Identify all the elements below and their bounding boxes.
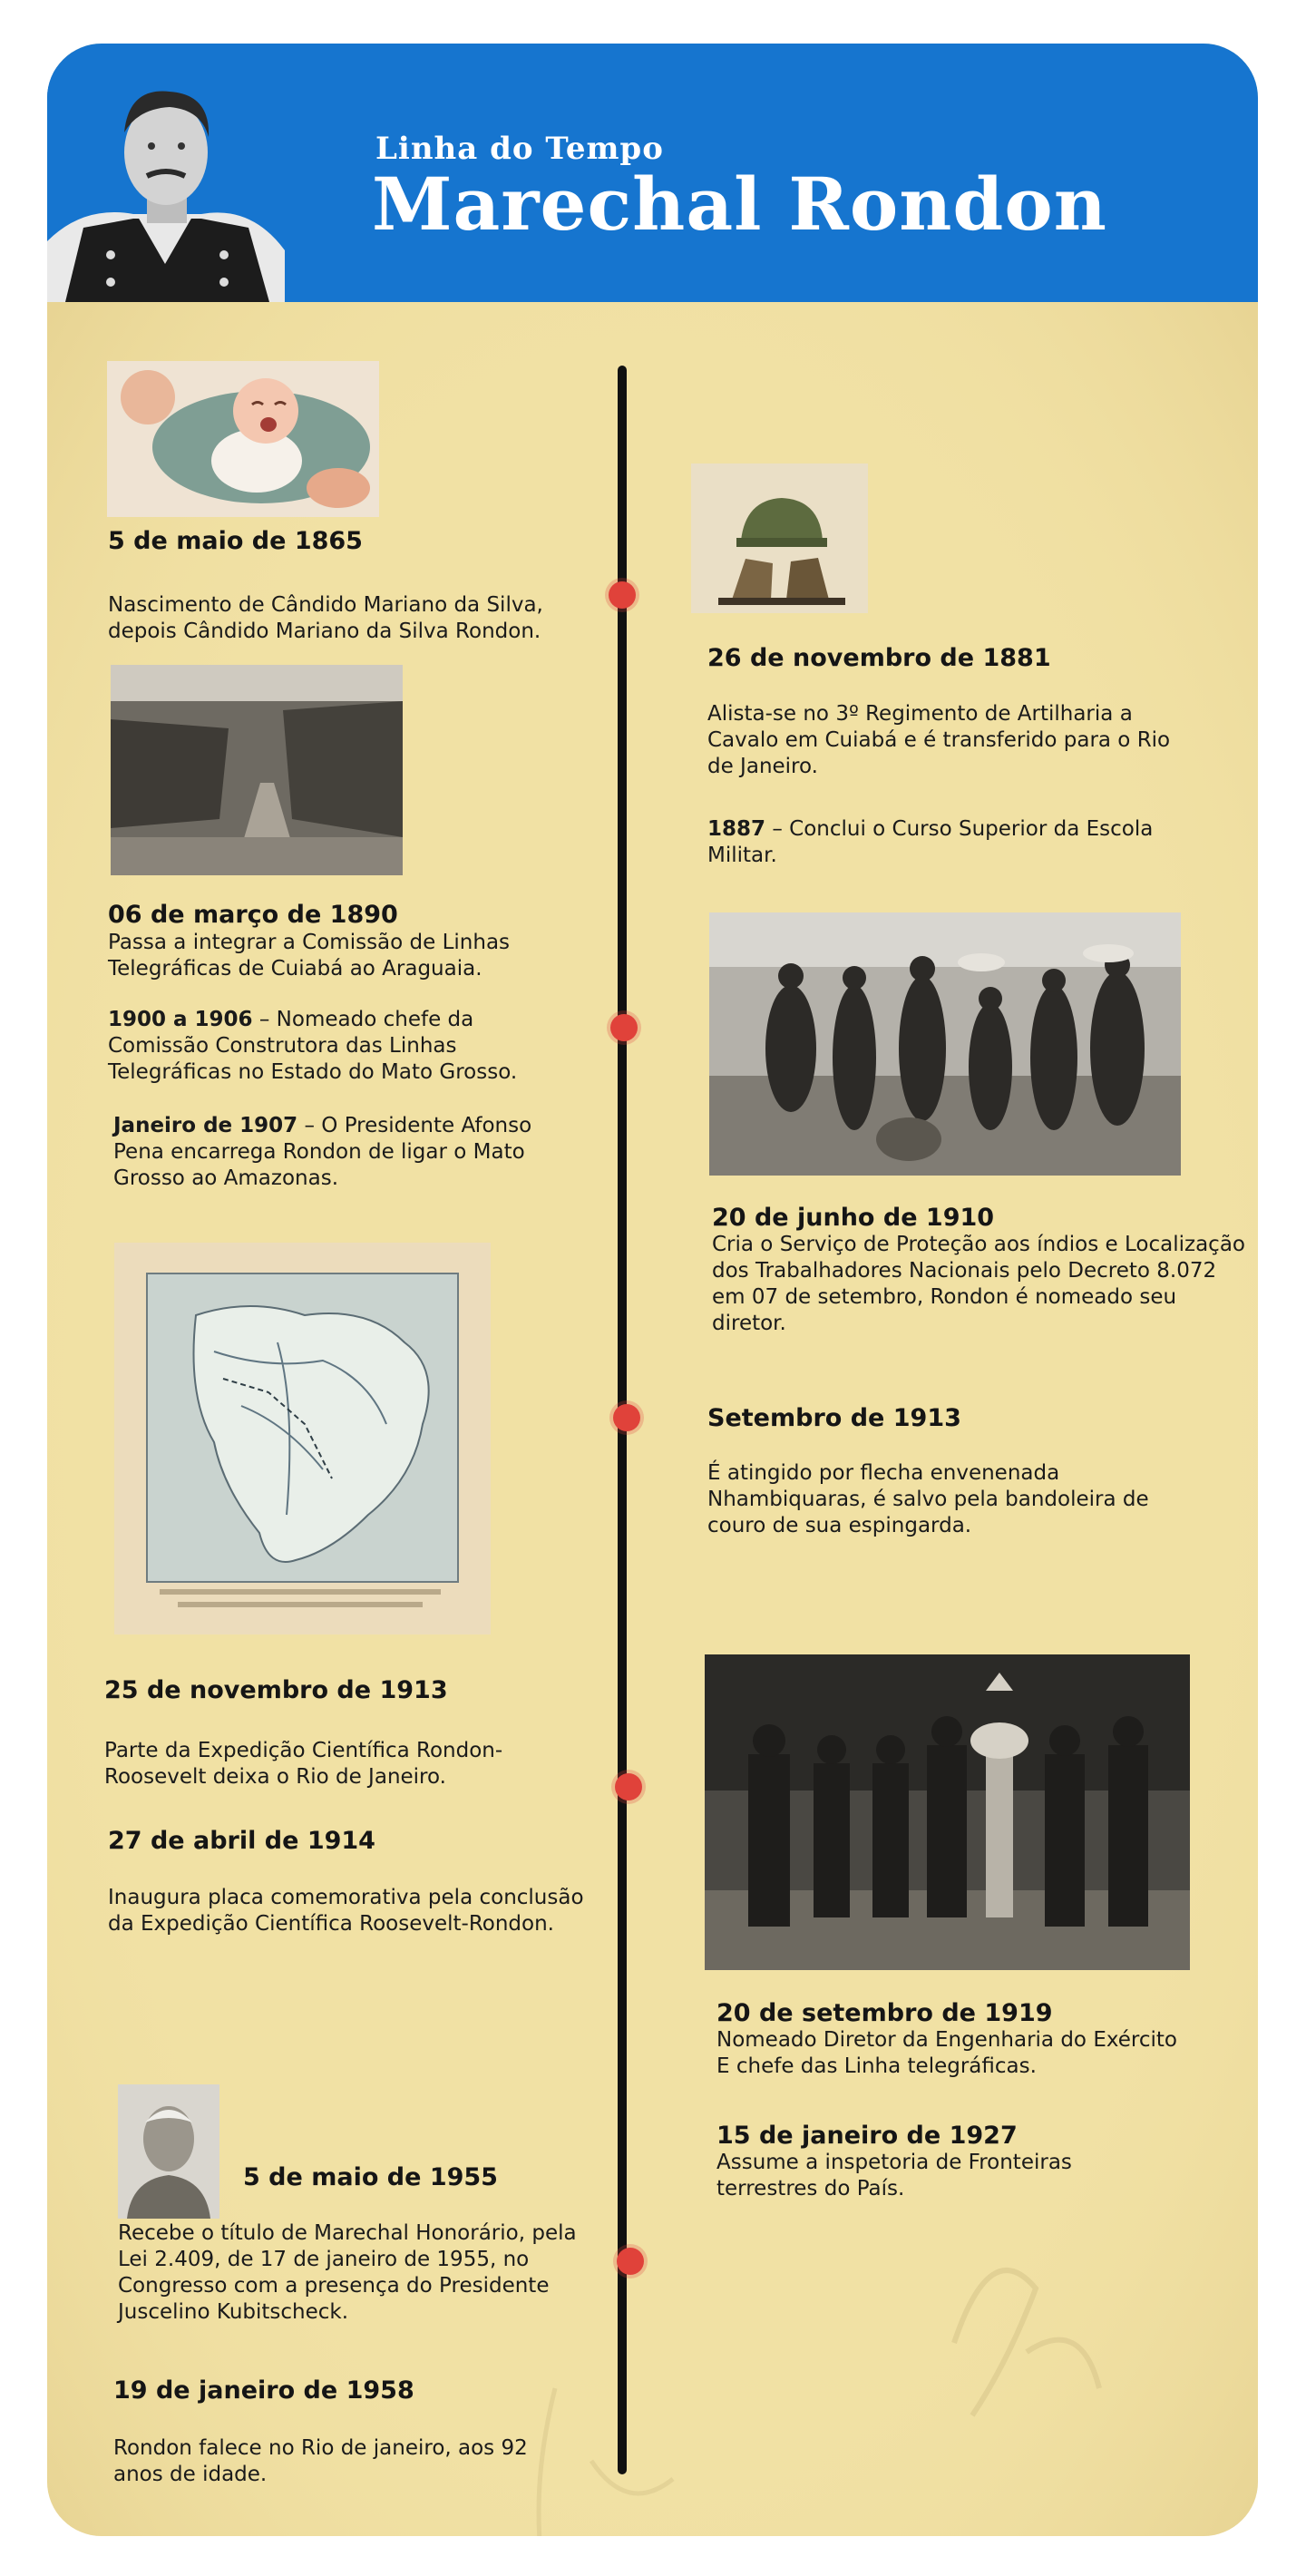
event-description: Recebe o título de Marechal Honorário, pela Lei 2.409, de 17 de janeiro de 1955, no Congresso com a presença do Presidente Juscelino Kubitscheck. xyxy=(118,2221,577,2324)
soldier-helmet-icon xyxy=(691,463,868,613)
event-text: – Conclui o Curso Superior da Escola Militar. xyxy=(707,817,1154,867)
event-date: 25 de novembro de 1913 xyxy=(104,1676,448,1704)
event-description: Nomeado Diretor da Engenharia do Exército E chefe das Linha telegráficas. xyxy=(716,2028,1177,2078)
event-date: 26 de novembro de 1881 xyxy=(707,644,1051,672)
event-description xyxy=(113,1113,585,1192)
event-description: Parte da Expedição Científica Rondon-Roosevelt deixa o Rio de Janeiro. xyxy=(104,1739,503,1789)
expedition-group-photo xyxy=(705,1654,1190,1970)
rondon-portrait-icon xyxy=(47,69,285,302)
elderly-rondon-photo xyxy=(118,2084,219,2219)
event-date: 27 de abril de 1914 xyxy=(108,1827,375,1855)
brazil-map-illustration xyxy=(114,1243,491,1634)
event-date: 15 de janeiro de 1927 xyxy=(716,2122,1018,2150)
event-date: 5 de maio de 1955 xyxy=(243,2163,498,2191)
event-text: – O Presidente Afonso Pena encarrega Rondon de ligar o Mato Grosso ao Amazonas. xyxy=(113,1114,532,1190)
event-description xyxy=(707,816,1215,869)
page-subtitle: Linha do Tempo xyxy=(375,131,664,167)
event-date: 1887 xyxy=(707,817,766,841)
event-description: Rondon falece no Rio de janeiro, aos 92 anos de idade. xyxy=(113,2436,528,2486)
event-description: Passa a integrar a Comissão de Linhas Telegráficas de Cuiabá ao Araguaia. xyxy=(108,931,511,981)
timeline-card xyxy=(47,44,1258,2536)
event-date: Janeiro de 1907 xyxy=(113,1114,298,1137)
event-date: Setembro de 1913 xyxy=(707,1404,961,1432)
event-description: Nascimento de Cândido Mariano da Silva, depois Cândido Mariano da Silva Rondon. xyxy=(108,593,543,643)
timeline-marker xyxy=(610,1014,638,1041)
indigenous-group-photo xyxy=(709,912,1181,1176)
event-text: – Nomeado chefe da Comissão Construtora das Linhas Telegráficas no Estado do Mato Grosso. xyxy=(108,1008,518,1084)
event-date: 20 de setembro de 1919 xyxy=(716,1999,1053,2027)
event-date: 20 de junho de 1910 xyxy=(712,1204,995,1232)
event-description: Cria o Serviço de Proteção aos índios e Localização dos Trabalhadores Nacionais pelo Decreto 8.072 em 07 de setembro, Rondon é nomeado seu diretor. xyxy=(712,1233,1245,1335)
timeline-marker xyxy=(613,1404,640,1431)
header-banner xyxy=(47,44,1258,302)
event-date: 19 de janeiro de 1958 xyxy=(113,2376,414,2405)
event-description: Assume a inspetoria de Fronteiras terrestres do País. xyxy=(716,2151,1072,2200)
baby-illustration-icon xyxy=(107,361,379,517)
timeline-marker xyxy=(615,1773,642,1800)
timeline-marker xyxy=(617,2248,644,2275)
event-date: 5 de maio de 1865 xyxy=(108,527,363,555)
event-date: 1900 a 1906 xyxy=(108,1008,253,1031)
timeline-marker xyxy=(609,581,636,609)
event-description: Inaugura placa comemorativa pela conclusão da Expedição Científica Roosevelt-Rondon. xyxy=(108,1886,584,1936)
page-title: Marechal Rondon xyxy=(372,161,1107,247)
event-description xyxy=(108,1007,561,1086)
event-description: Alista-se no 3º Regimento de Artilharia a Cavalo em Cuiabá e é transferido para o Rio de Janeiro. xyxy=(707,702,1171,778)
event-date: 06 de março de 1890 xyxy=(108,901,398,929)
event-description: É atingido por flecha envenenada Nhambiquaras, é salvo pela bandoleira de couro de sua espingarda. xyxy=(707,1461,1149,1537)
telegraph-road-photo xyxy=(111,665,403,875)
